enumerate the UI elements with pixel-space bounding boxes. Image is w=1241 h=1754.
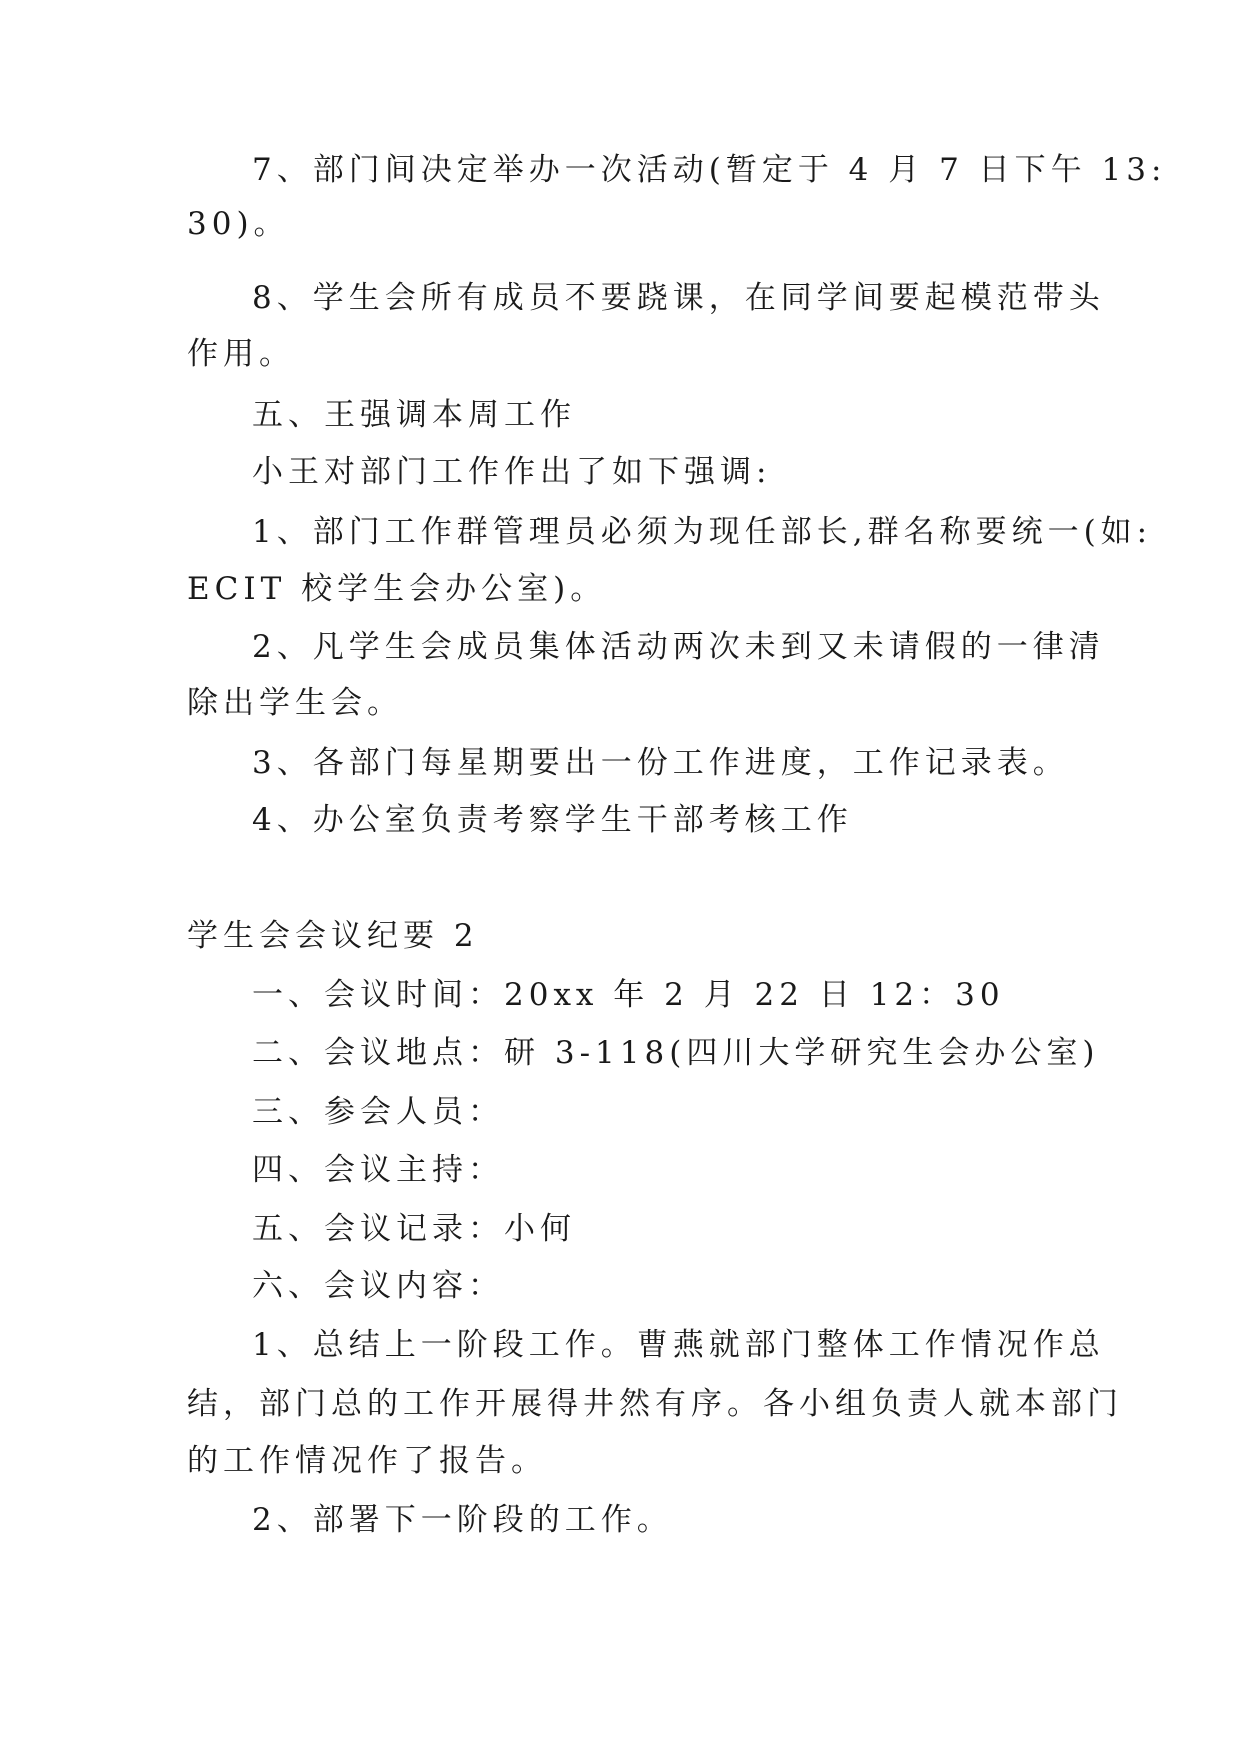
minutes-title: 学生会会议纪要 2	[187, 918, 479, 954]
meeting-attendees: 三、参会人员：	[252, 1094, 504, 1130]
meeting-recorder: 五、会议记录：小何	[252, 1211, 576, 1247]
point2-line2: 除出学生会。	[187, 685, 403, 721]
point3: 3、各部门每星期要出一份工作进度，工作记录表。	[252, 745, 1069, 781]
content1-line2: 结，部门总的工作开展得井然有序。各小组负责人就本部门	[187, 1386, 1123, 1422]
point4: 4、办公室负责考察学生干部考核工作	[252, 802, 853, 838]
point1-line1: 1、部门工作群管理员必须为现任部长,群名称要统一(如:	[252, 514, 1153, 550]
item8-line2: 作用。	[187, 336, 295, 372]
item7-line2: 30)。	[187, 206, 290, 242]
content1-line1: 1、总结上一阶段工作。曹燕就部门整体工作情况作总	[252, 1327, 1105, 1363]
meeting-content-heading: 六、会议内容：	[252, 1268, 504, 1304]
point2-line1: 2、凡学生会成员集体活动两次未到又未请假的一律清	[252, 629, 1105, 665]
meeting-time: 一、会议时间：20xx 年 2 月 22 日 12：30	[252, 977, 1005, 1013]
heading-five: 五、王强调本周工作	[252, 397, 576, 433]
point1-line2: ECIT 校学生会办公室)。	[187, 571, 607, 607]
content2: 2、部署下一阶段的工作。	[252, 1502, 673, 1538]
meeting-place: 二、会议地点：研 3-118(四川大学研究生会办公室)	[252, 1035, 1100, 1071]
content1-line3: 的工作情况作了报告。	[187, 1443, 547, 1479]
intro-paragraph: 小王对部门工作作出了如下强调:	[252, 454, 772, 490]
item7-line1: 7、部门间决定举办一次活动(暂定于 4 月 7 日下午 13:	[252, 152, 1167, 188]
item8-line1: 8、学生会所有成员不要跷课，在同学间要起模范带头	[252, 280, 1105, 316]
meeting-host: 四、会议主持：	[252, 1152, 504, 1188]
